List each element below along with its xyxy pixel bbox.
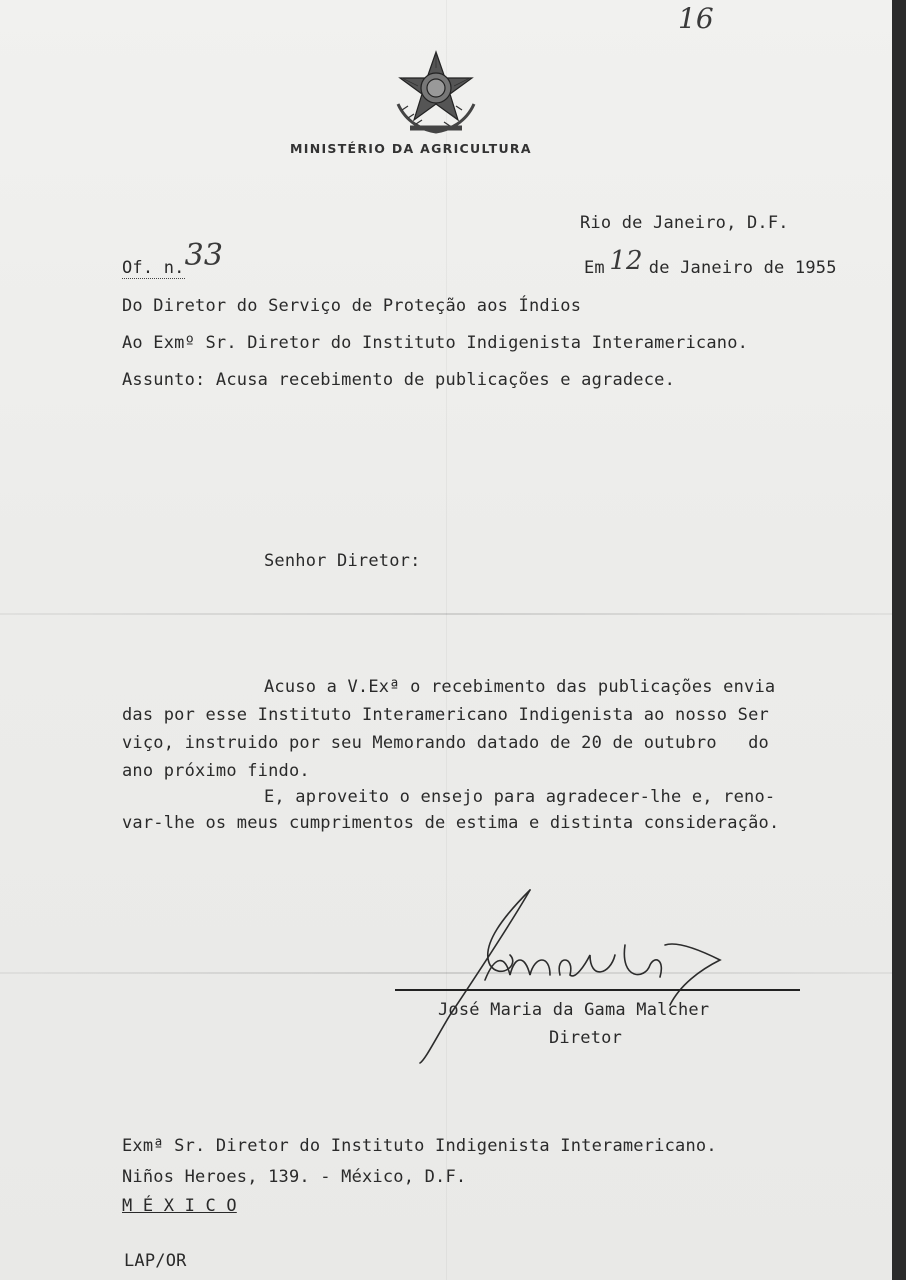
body-line: Acuso a V.Exª o recebimento das publicações envia — [264, 677, 776, 697]
paper-crease — [446, 0, 447, 1280]
handwritten-day: 12 — [609, 246, 643, 276]
coat-of-arms-icon — [388, 48, 484, 140]
header-from: Do Diretor do Serviço de Proteção aos Índios — [122, 296, 582, 316]
address-line: Niños Heroes, 139. - México, D.F. — [122, 1167, 467, 1187]
signature-line — [395, 989, 800, 991]
reference-number: 33 — [184, 238, 224, 273]
signatory-name: José Maria da Gama Malcher — [438, 1000, 710, 1020]
date-prefix: Em — [584, 258, 605, 278]
ministry-heading: MINISTÉRIO DA AGRICULTURA — [290, 141, 532, 156]
body-line: viço, instruido por seu Memorando datado de 20 de outubro do — [122, 733, 769, 753]
body-line: das por esse Instituto Interamericano Indigenista ao nosso Ser — [122, 705, 769, 725]
address-country: M É X I C O — [122, 1196, 237, 1216]
body-line: var-lhe os meus cumprimentos de estima e distinta consideração. — [122, 813, 780, 833]
typist-initials: LAP/OR — [124, 1251, 187, 1271]
body-line: E, aproveito o ensejo para agradecer-lhe e, reno- — [264, 787, 776, 807]
body-line: ano próximo findo. — [122, 761, 310, 781]
office-reference — [122, 238, 224, 281]
page-number: 16 — [678, 2, 714, 35]
reference-label: Of. n. — [122, 258, 185, 278]
header-to: Ao Exmº Sr. Diretor do Instituto Indigenista Interamericano. — [122, 333, 749, 353]
date-line — [584, 246, 837, 280]
place-line: Rio de Janeiro, D.F. — [580, 213, 789, 233]
date-rest: de Janeiro de 1955 — [648, 258, 837, 278]
header-subject: Assunto: Acusa recebimento de publicações e agradece. — [122, 370, 676, 390]
salutation: Senhor Diretor: — [264, 551, 421, 571]
signatory-title: Diretor — [549, 1028, 623, 1048]
address-line: Exmª Sr. Diretor do Instituto Indigenista Interamericano. — [122, 1136, 717, 1156]
